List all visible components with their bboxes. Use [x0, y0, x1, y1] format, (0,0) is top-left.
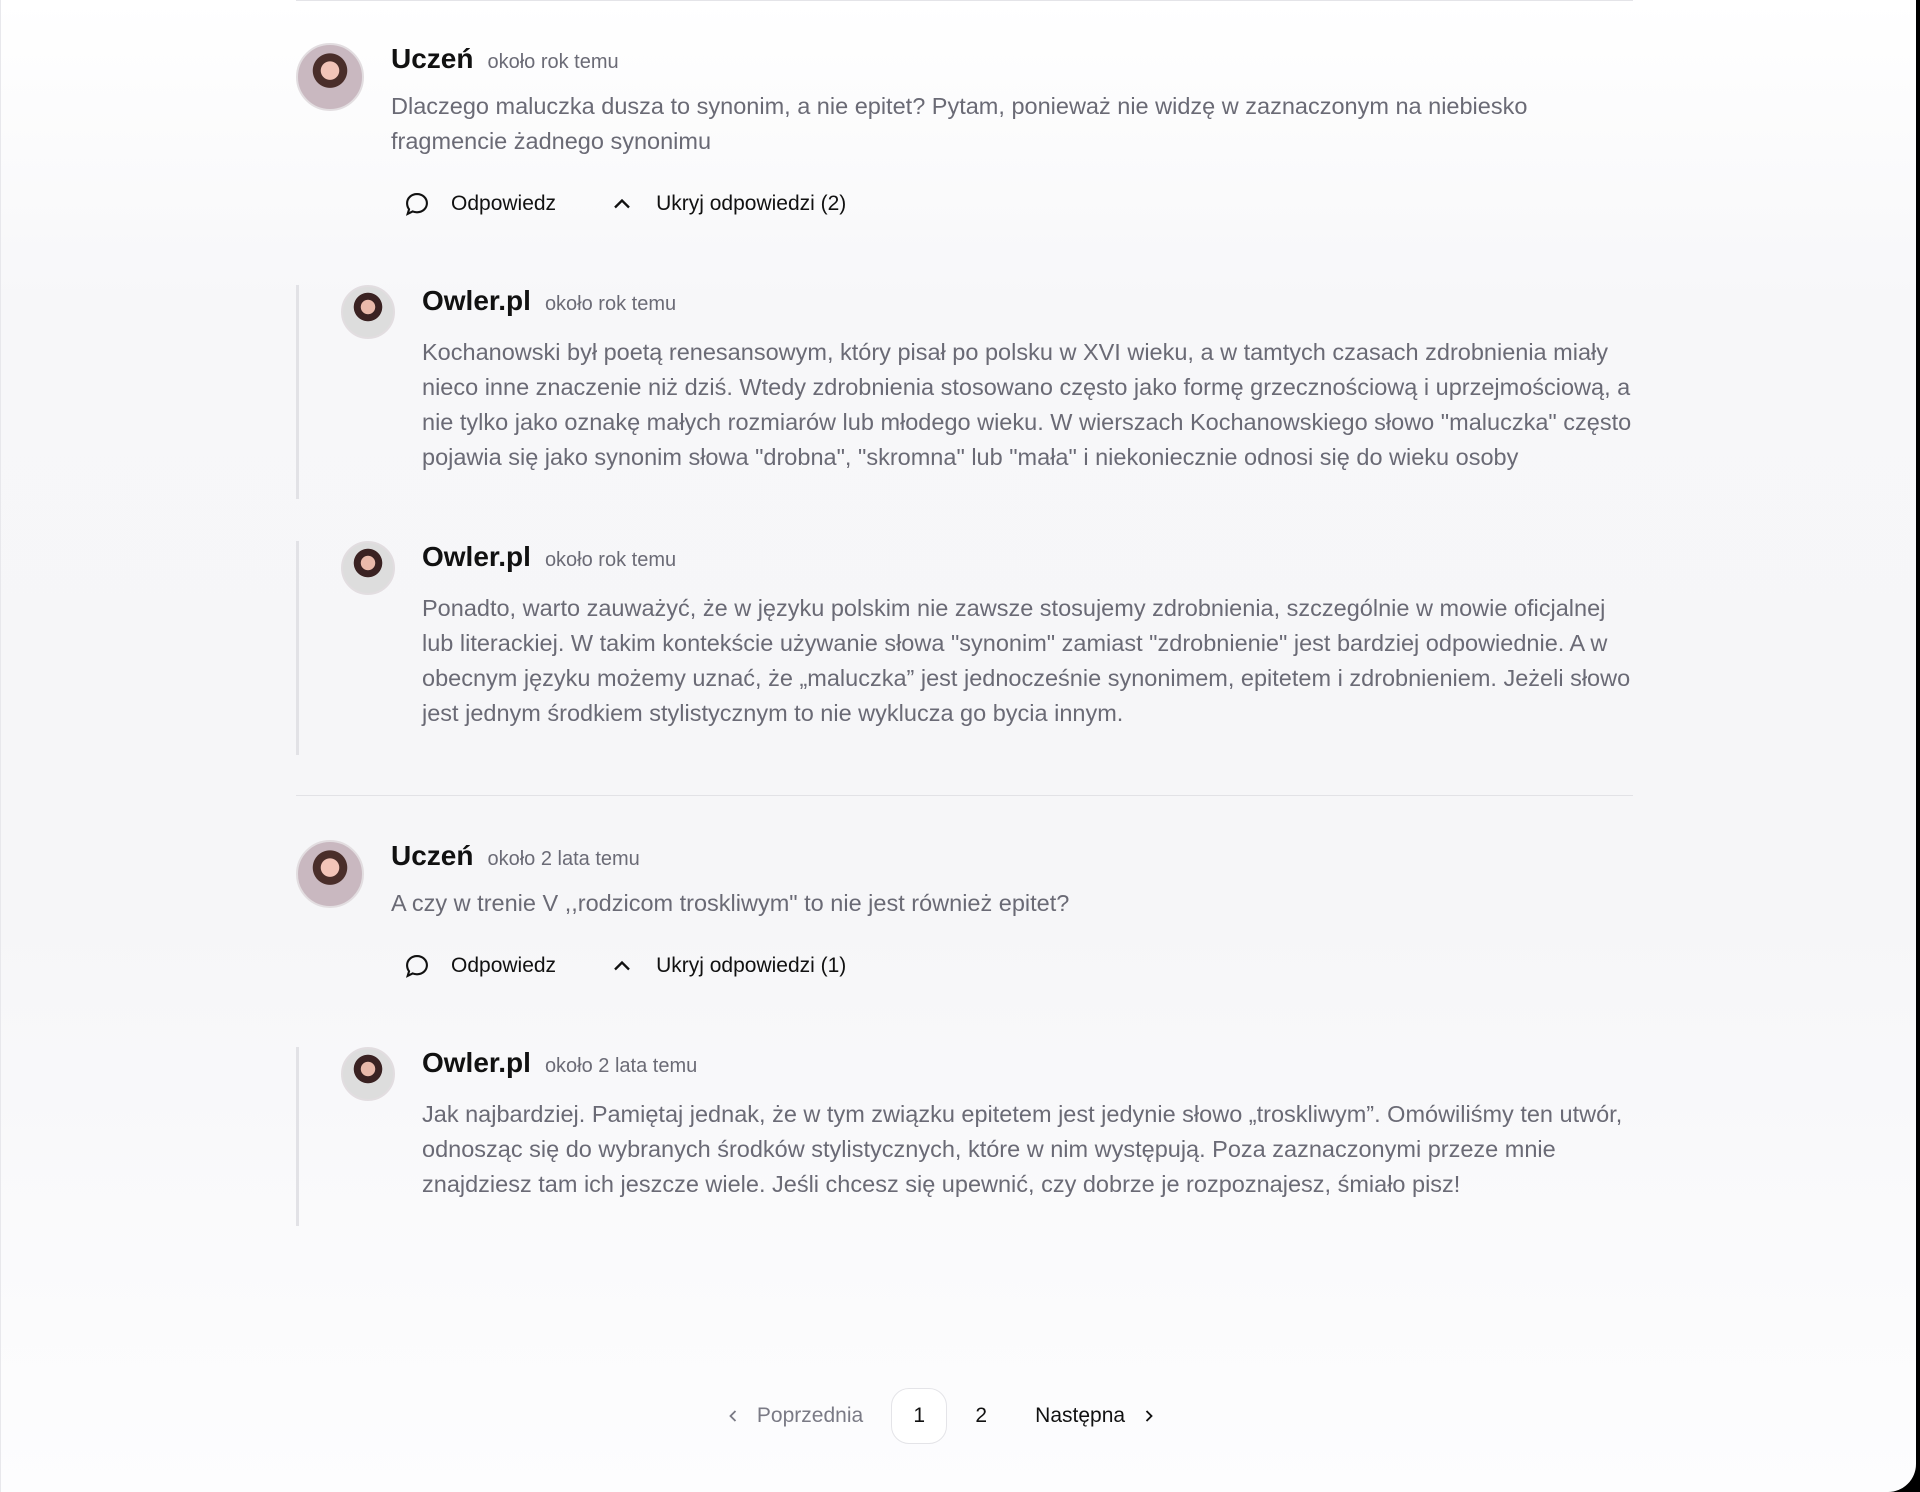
reply-author: Owler.pl — [422, 541, 531, 572]
reply-button[interactable] — [403, 952, 556, 980]
toggle-replies-label: Ukryj odpowiedzi (2) — [656, 192, 847, 215]
comment-time: około rok temu — [487, 51, 619, 73]
toggle-replies-button[interactable] — [608, 190, 846, 218]
reply-text: Jak najbardziej. Pamiętaj jednak, że w tym związku epitetem jest jedynie słowo „troskliwym”. Omówiliśmy ten utwór, odnosząc się do wybranych środków stylistycznych, które w nim występują. Poza zaznaczonymi przeze mnie znajdziesz tam ich jeszcze wiele. Jeśli chcesz się upewnić, czy dobrze je rozpoznajesz, śmiało pisz! — [422, 1101, 1623, 1197]
chevron-right-icon — [1139, 1406, 1159, 1426]
reply-button[interactable] — [403, 190, 556, 218]
pagination — [1, 1388, 1920, 1444]
toggle-replies-label: Ukryj odpowiedzi (1) — [656, 954, 847, 977]
comment-author: Uczeń — [391, 840, 474, 871]
previous-page-button[interactable] — [723, 1404, 863, 1428]
avatar — [341, 1047, 395, 1101]
reply-time: około rok temu — [544, 293, 677, 315]
reply-label: Odpowiedz — [451, 954, 557, 977]
divider — [296, 0, 1633, 1]
avatar — [296, 43, 364, 111]
next-label: Następna — [1035, 1404, 1126, 1427]
reply-time: około 2 lata temu — [544, 1055, 698, 1077]
comment — [296, 840, 1633, 981]
next-page-button[interactable] — [1035, 1404, 1159, 1428]
page-2-button[interactable]: 2 — [975, 1404, 988, 1427]
previous-label: Poprzednia — [756, 1404, 864, 1427]
avatar — [341, 285, 395, 339]
reply-time: około rok temu — [544, 549, 677, 571]
avatar — [296, 840, 364, 908]
comment-time: około 2 lata temu — [487, 848, 640, 870]
comment-text: A czy w trenie V ,,rodzicom troskliwym" to nie jest również epitet? — [391, 890, 1070, 916]
chevron-up-icon — [608, 952, 636, 980]
chevron-left-icon — [723, 1406, 743, 1426]
reply-author: Owler.pl — [422, 1047, 531, 1078]
reply-text: Ponadto, warto zauważyć, że w języku polskim nie zawsze stosujemy zdrobnienia, szczególnie w mowie oficjalnej lub literackiej. W takim kontekście używanie słowa "synonim" zamiast "zdrobnienie" jest bardziej odpowiednie. A w obecnym języku możemy uznać, że „maluczka” jest jednocześnie synonimem, epitetem i zdrobnieniem. Jeżeli słowo jest jednym środkiem stylistycznym to nie wyklucza go bycia innym. — [422, 595, 1631, 726]
reply-label: Odpowiedz — [451, 192, 557, 215]
reply-text: Kochanowski był poetą renesansowym, który pisał po polsku w XVI wieku, a w tamtych czasach zdrobnienia miały nieco inne znaczenie niż dziś. Wtedy zdrobnienia stosowano często jako formę grzecznościową i uprzejmościową, a nie tylko jako oznakę małych rozmiarów lub młodego wieku. W wierszach Kochanowskiego słowo "maluczka" często pojawia się jako synonim słowa "drobna", "skromna" lub "mała" i niekoniecznie odnosi się do wieku osoby — [422, 339, 1632, 470]
chevron-up-icon — [608, 190, 636, 218]
comment-text: Dlaczego maluczka dusza to synonim, a nie epitet? Pytam, ponieważ nie widzę w zaznaczonym na niebiesko fragmencie żadnego synonimu — [391, 93, 1528, 154]
comment-author: Uczeń — [391, 43, 474, 74]
speech-bubble-icon — [403, 190, 431, 218]
comment — [296, 43, 1633, 219]
toggle-replies-button[interactable] — [608, 952, 846, 980]
divider — [296, 795, 1633, 796]
speech-bubble-icon — [403, 952, 431, 980]
comments-list — [296, 43, 1633, 1226]
page-1-button[interactable]: 1 — [891, 1388, 947, 1444]
reply — [296, 1047, 1633, 1226]
reply-author: Owler.pl — [422, 285, 531, 316]
reply — [296, 285, 1633, 499]
avatar — [341, 541, 395, 595]
reply — [296, 541, 1633, 755]
